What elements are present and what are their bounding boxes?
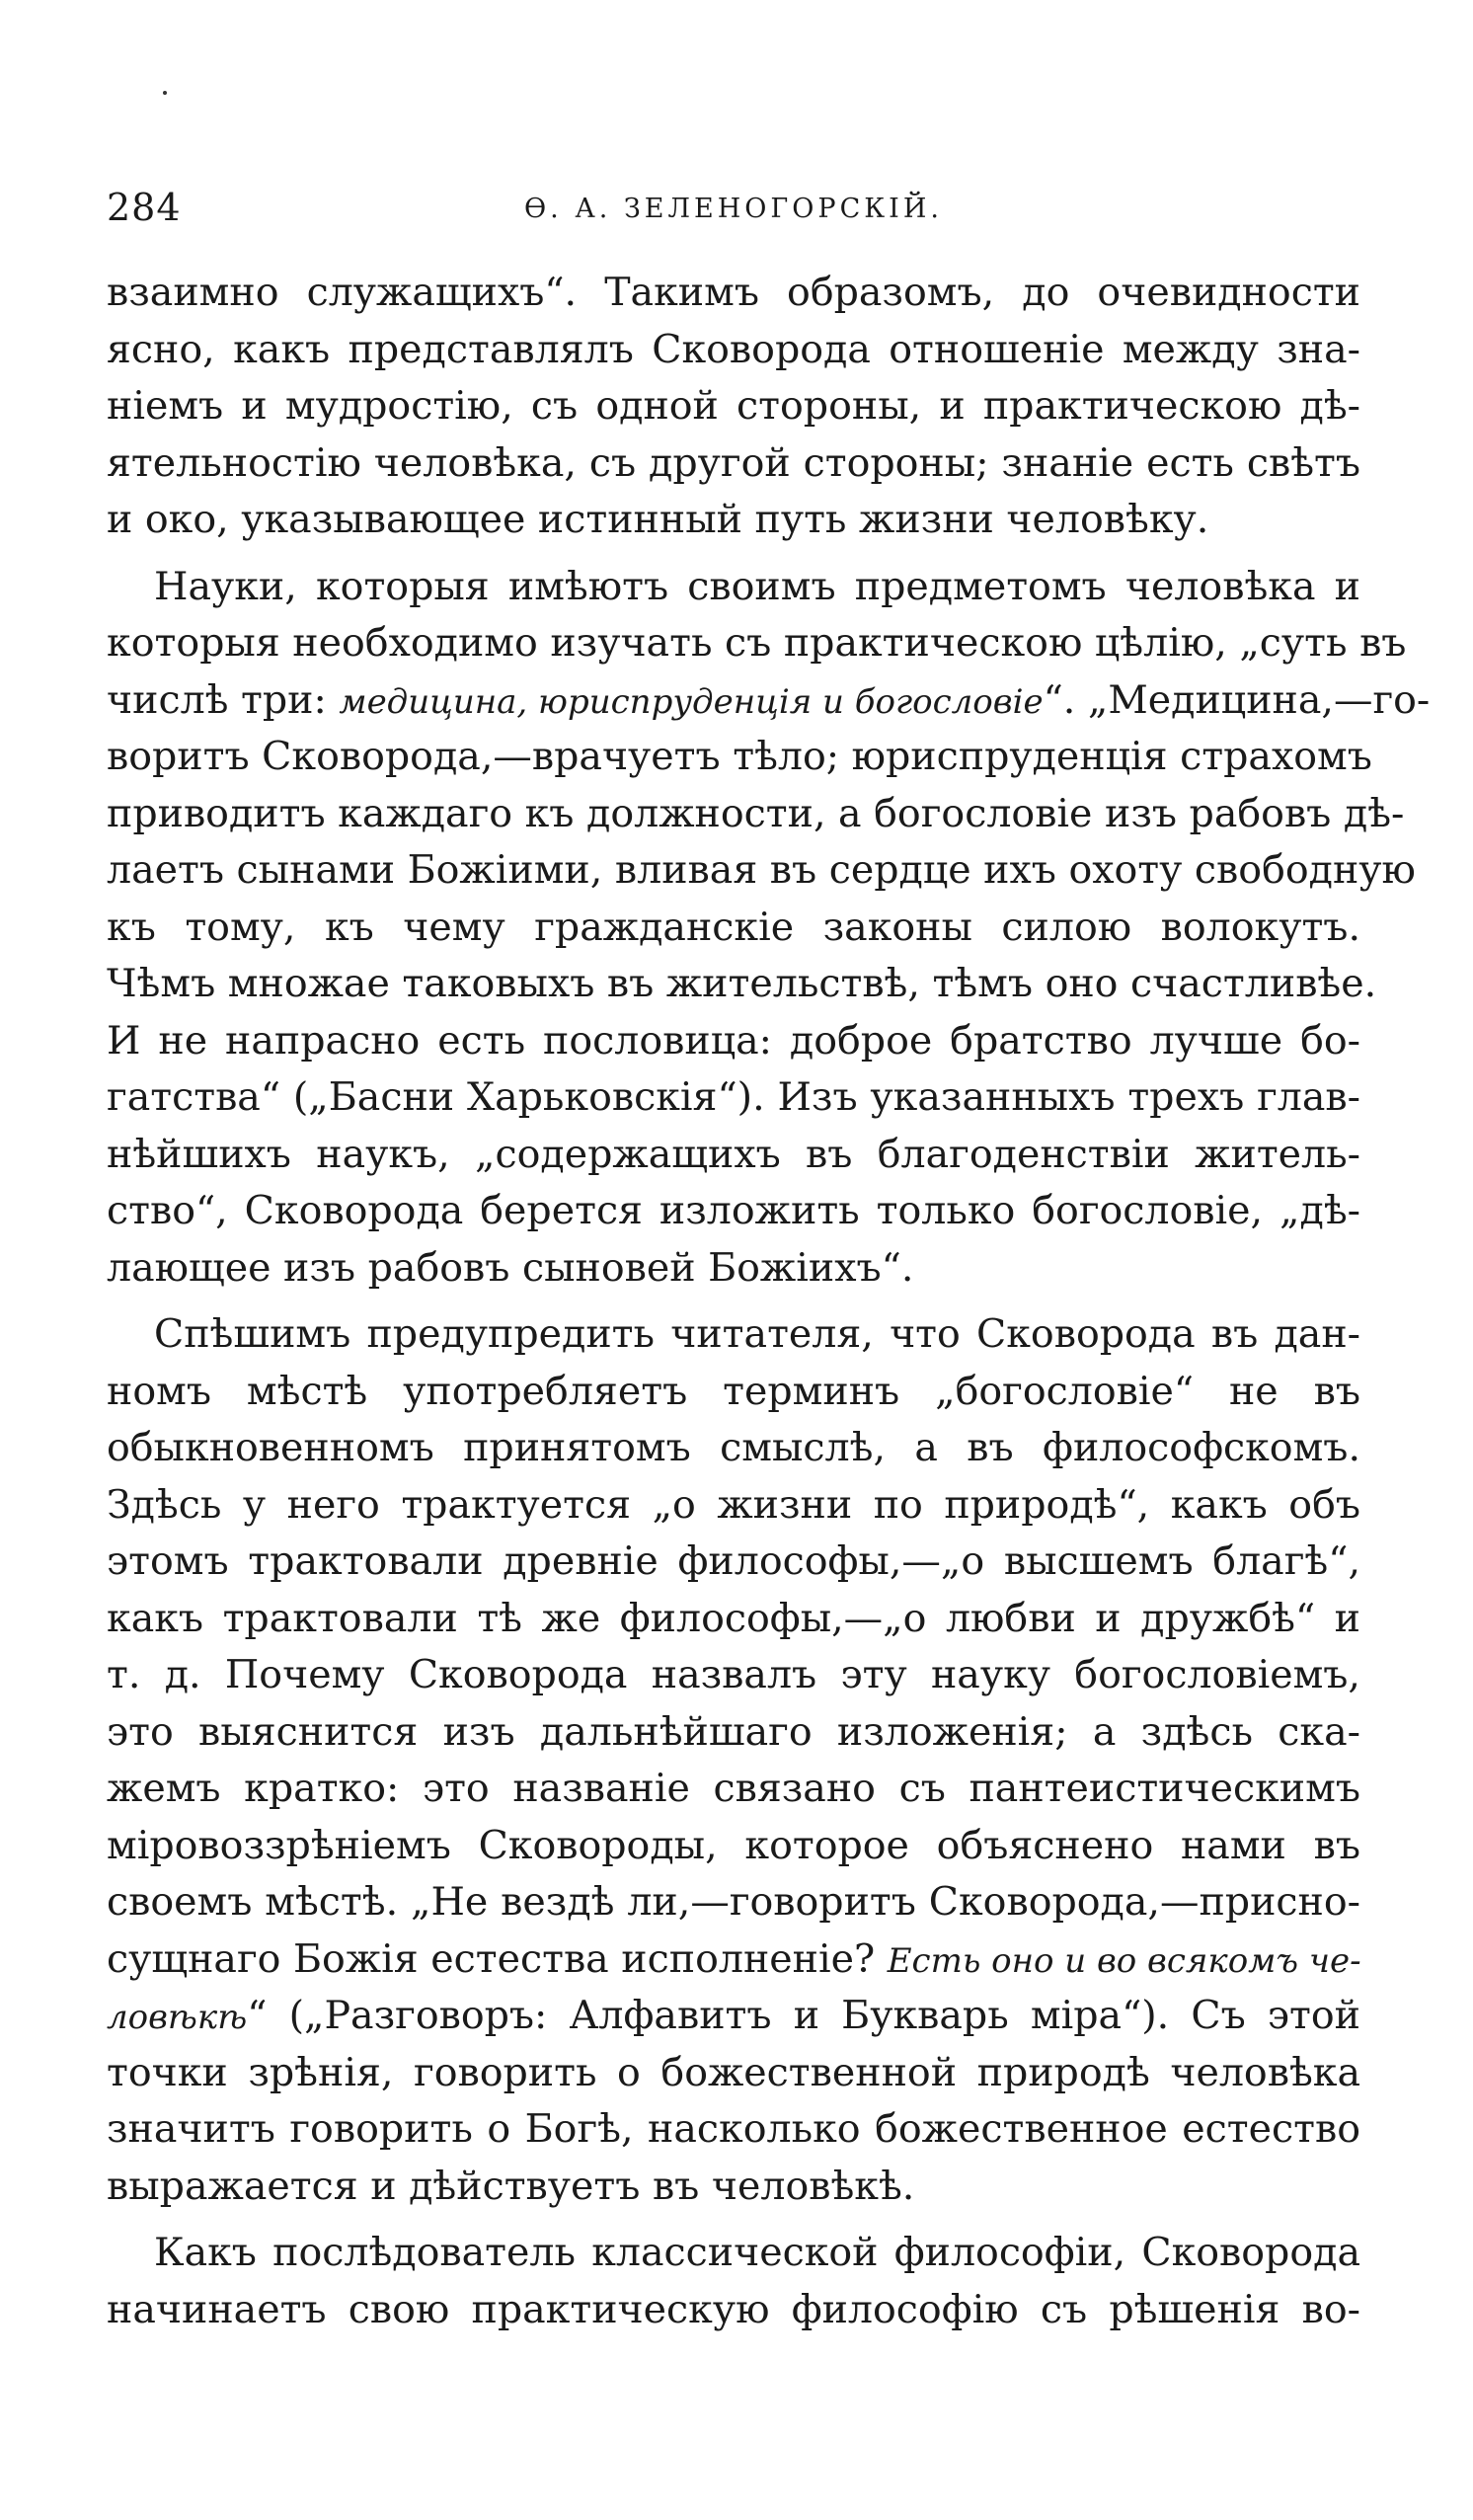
text-line: т. д. Почему Сковорода назвалъ эту науку богословіемъ, [107, 1652, 1360, 1697]
text-fragment: числѣ три: [107, 676, 340, 723]
text-line: и око, указывающее истинный путь жизни человѣку. [107, 497, 1209, 542]
text-fragment: сущнаго Божія естества исполненіе? [107, 1935, 888, 1982]
paragraph-first-line: Спѣшимъ предупредить читателя, что Сковорода въ дан- [154, 1311, 1360, 1357]
text-line: которыя необходимо изучать съ практическою цѣлію, „суть въ [107, 620, 1407, 666]
text-fragment: “ („Разговоръ: Алфавитъ и Букварь міра“). Съ этой [247, 1993, 1360, 2038]
text-line: выражается и дѣйствуетъ въ человѣкѣ. [107, 2163, 915, 2209]
text-line: обыкновенномъ принятомъ смыслѣ, а въ философскомъ. [107, 1425, 1360, 1470]
text-line: этомъ трактовали древніе философы,—„о высшемъ благѣ“, [107, 1538, 1360, 1584]
text-line: это выяснится изъ дальнѣйшаго изложенія; а здѣсь ска- [107, 1708, 1360, 1755]
print-speck [163, 91, 167, 95]
body-text [107, 265, 1431, 2338]
text-line: къ тому, къ чему гражданскіе законы силою волокутъ. [107, 904, 1360, 950]
text-line: номъ мѣстѣ употребляетъ терминъ „богословіе“ не въ [107, 1368, 1360, 1414]
text-line [107, 1931, 1360, 1989]
text-line: міровоззрѣніемъ Сковороды, которое объяснено нами въ [107, 1822, 1360, 1868]
text-line: ятельностію человѣка, съ другой стороны; знаніе есть свѣтъ [107, 439, 1360, 486]
text-line: воритъ Сковорода,—врачуетъ тѣло; юриспруденція страхомъ [107, 734, 1372, 779]
italic-quote: медицина, юриспруденція и богословіе [339, 681, 1044, 722]
text-line: ніемъ и мудростію, съ одной стороны, и практическою дѣ- [107, 383, 1360, 429]
page-header [107, 186, 1360, 245]
paragraph-first-line: Науки, которыя имѣютъ своимъ предметомъ человѣка и [154, 563, 1360, 609]
text-line: лаетъ сынами Божіими, вливая въ сердце ихъ охоту свободную [107, 847, 1416, 893]
text-line: нѣйшихъ наукъ, „содержащихъ въ благоденствіи житель- [107, 1131, 1360, 1177]
text-line: ство“, Сковорода берется изложить только богословіе, „дѣ- [107, 1188, 1360, 1233]
text-line: начинаетъ свою практическую философію съ рѣшенія во- [107, 2286, 1360, 2332]
text-fragment: “. „Медицина,—го- [1043, 676, 1431, 723]
text-line: приводитъ каждаго къ должности, а богословіе изъ рабовъ дѣ- [107, 790, 1405, 836]
text-line: гатства“ („Басни Харьковскія“). Изъ указанныхъ трехъ глав- [107, 1074, 1360, 1120]
page-number: 284 [107, 186, 182, 229]
text-line: Здѣсь у него трактуется „о жизни по природѣ“, какъ объ [107, 1481, 1360, 1528]
text-line [107, 672, 1431, 730]
text-line: своемъ мѣстѣ. „Не вездѣ ли,—говоритъ Сковорода,—присно- [107, 1879, 1360, 1925]
italic-quote: Есть оно и во всякомъ че- [887, 1940, 1361, 1981]
text-line: взаимно служащихъ“. Такимъ образомъ, до очевидности [107, 270, 1360, 315]
text-line [107, 1988, 1360, 2045]
text-line: Чѣмъ множае таковыхъ въ жительствѣ, тѣмъ оно счастливѣе. [107, 961, 1377, 1006]
text-line: ясно, какъ представлялъ Сковорода отношеніе между зна- [107, 326, 1360, 372]
text-line: И не напрасно есть пословица: доброе братство лучше бо- [107, 1017, 1360, 1063]
italic-quote: ловѣкѣ [107, 1998, 248, 2037]
running-head: Ѳ. А. ЗЕЛЕНОГОРСКІЙ. [524, 194, 943, 224]
text-line: точки зрѣнія, говорить о божественной природѣ человѣка [107, 2049, 1360, 2095]
text-line: значитъ говорить о Богѣ, насколько божественное естество [107, 2106, 1360, 2152]
text-line: лающее изъ рабовъ сыновей Божіихъ“. [107, 1244, 914, 1291]
text-line: какъ трактовали тѣ же философы,—„о любви и дружбѣ“ и [107, 1595, 1360, 1641]
text-line: жемъ кратко: это названіе связано съ пантеистическимъ [107, 1766, 1360, 1811]
paragraph-first-line: Какъ послѣдователь классической философіи, Сковорода [154, 2230, 1360, 2275]
